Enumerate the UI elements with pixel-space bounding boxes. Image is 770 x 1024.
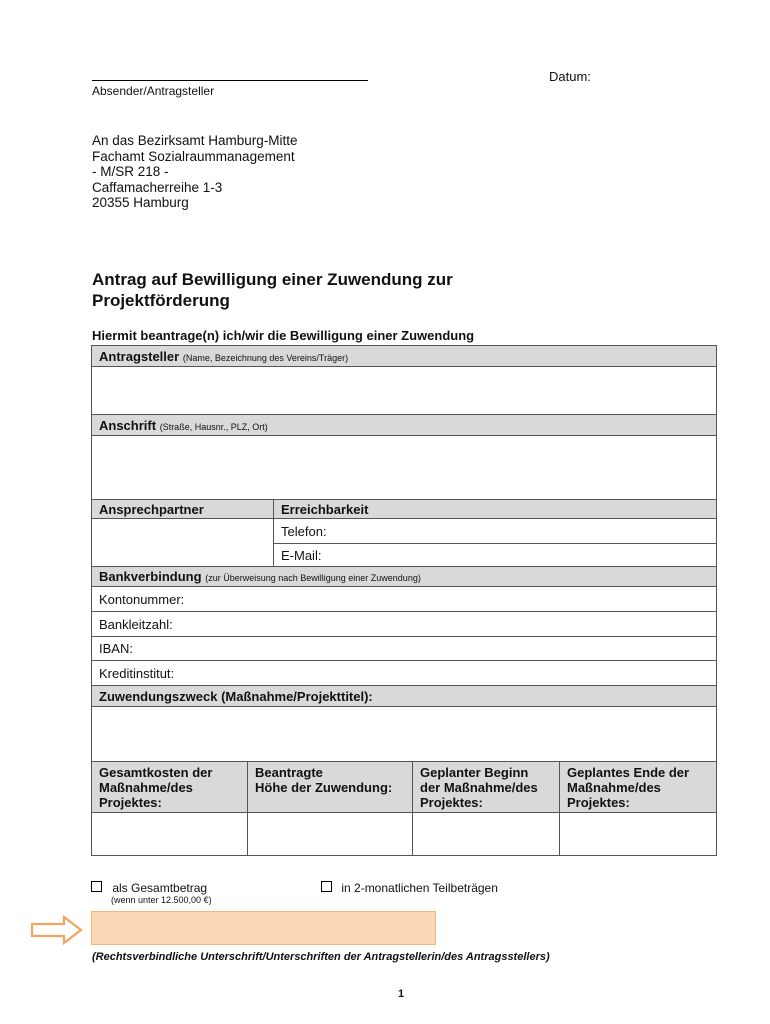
option-teilbetraege[interactable] [321, 881, 498, 895]
telefon-field[interactable]: Telefon: [274, 519, 717, 544]
anschrift-header [92, 415, 717, 436]
teilbetraege-label: in 2-monatlichen Teilbeträgen [341, 881, 498, 895]
beantragte-hoehe-field[interactable] [248, 813, 413, 856]
zuwendungszweck-field[interactable] [92, 707, 717, 762]
erreichbarkeit-header: Erreichbarkeit [274, 500, 717, 519]
intro-text: Hiermit beantrage(n) ich/wir die Bewilligung einer Zuwendung [92, 328, 475, 343]
gesamtbetrag-label: als Gesamtbetrag [112, 881, 208, 895]
antragsteller-field[interactable] [92, 367, 717, 415]
anschrift-label: Anschrift [99, 417, 157, 433]
recipient-address [92, 133, 298, 211]
bank-note: (zur Überweisung nach Bewilligung einer Zuwendung) [205, 573, 421, 583]
header-line: Projektes: [420, 795, 483, 810]
signature-caption: (Rechtsverbindliche Unterschrift/Unterschriften der Antragstellerin/des Antragsstellers) [92, 951, 550, 963]
teilbetraege-checkbox[interactable] [321, 881, 332, 892]
geplanter-beginn-header [413, 762, 560, 813]
title-line-1: Antrag auf Bewilligung einer Zuwendung zur [92, 270, 453, 289]
gesamtkosten-field[interactable] [92, 813, 248, 856]
header-line: Projektes: [99, 795, 162, 810]
antragsteller-header [92, 346, 717, 367]
bankleitzahl-field[interactable]: Bankleitzahl: [92, 612, 717, 637]
kreditinstitut-field[interactable]: Kreditinstitut: [92, 661, 717, 686]
antragsteller-label: Antragsteller [99, 348, 180, 364]
antragsteller-note: (Name, Bezeichnung des Vereins/Träger) [182, 352, 349, 363]
anschrift-note: (Straße, Hausnr., PLZ, Ort) [159, 421, 268, 432]
iban-field[interactable]: IBAN: [92, 637, 717, 661]
recipient-line: 20355 Hamburg [92, 195, 189, 210]
arrow-right-icon [30, 915, 84, 945]
ansprechpartner-field[interactable] [92, 519, 274, 567]
sender-label: Absender/Antragsteller [92, 84, 215, 98]
gesamtbetrag-note: (wenn unter 12.500,00 €) [111, 895, 212, 905]
application-form [91, 345, 717, 856]
header-line: Geplantes Ende der [567, 765, 690, 780]
geplantes-ende-field[interactable] [560, 813, 717, 856]
sender-signature-line [92, 80, 368, 81]
header-line: Maßnahme/des [99, 780, 193, 795]
zuwendungszweck-header: Zuwendungszweck (Maßnahme/Projekttitel): [92, 686, 717, 707]
gesamtkosten-header [92, 762, 248, 813]
signature-field[interactable] [91, 911, 436, 945]
header-line: Projektes: [567, 795, 630, 810]
ansprechpartner-header: Ansprechpartner [92, 500, 274, 519]
title-line-2: Projektförderung [92, 291, 230, 310]
option-gesamtbetrag[interactable] [91, 881, 207, 895]
email-field[interactable]: E-Mail: [274, 544, 717, 567]
recipient-line: - M/SR 218 - [92, 164, 169, 179]
page-number: 1 [398, 988, 405, 1000]
recipient-line: Fachamt Sozialraummanagement [92, 148, 295, 164]
header-line: Höhe der Zuwendung: [255, 780, 393, 795]
header-line: der Maßnahme/des [420, 780, 538, 795]
anschrift-field[interactable] [92, 436, 717, 500]
kontonummer-field[interactable]: Kontonummer: [92, 587, 717, 612]
geplanter-beginn-field[interactable] [413, 813, 560, 856]
header-line: Maßnahme/des [567, 780, 661, 795]
beantragte-hoehe-header [248, 762, 413, 813]
geplantes-ende-header [560, 762, 717, 813]
date-label: Datum: [549, 69, 591, 84]
header-line: Gesamtkosten der [99, 765, 213, 780]
document-title [92, 269, 552, 311]
bank-label: Bankverbindung [99, 569, 202, 584]
recipient-line: An das Bezirksamt Hamburg-Mitte [92, 133, 298, 148]
recipient-line: Caffamacherreihe 1-3 [92, 179, 223, 195]
bankverbindung-header [92, 567, 717, 587]
header-line: Geplanter Beginn [420, 765, 529, 780]
header-line: Beantragte [255, 765, 323, 780]
gesamtbetrag-checkbox[interactable] [91, 881, 102, 892]
